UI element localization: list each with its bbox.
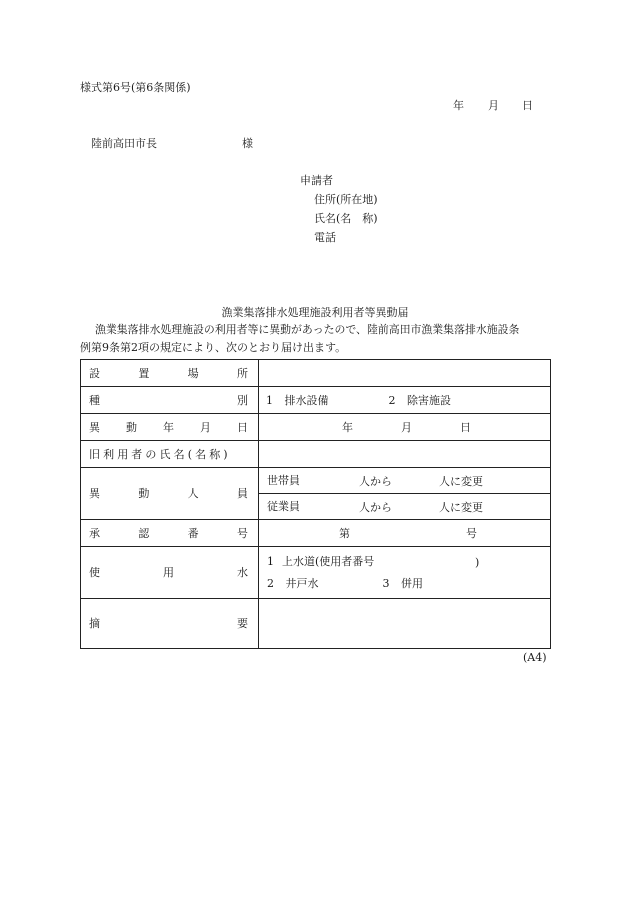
row-remarks <box>81 599 551 649</box>
water-options-2-3 <box>259 573 550 595</box>
label-change-people: 異 動 人 員 <box>81 468 259 520</box>
type-option-2[interactable]: 2 除害施設 <box>388 393 451 407</box>
notification-form-table <box>80 359 551 649</box>
row-type <box>81 387 551 414</box>
change-date-field[interactable] <box>259 414 551 441</box>
label-location: 設 置 場 所 <box>81 360 259 387</box>
employee-line[interactable]: 従業員 人から 人に変更 <box>259 493 550 519</box>
type-option-1[interactable]: 1 排水設備 <box>266 393 329 407</box>
label-change-date: 異 動 年 月 日 <box>81 414 259 441</box>
change-people-cell <box>259 468 551 520</box>
paper-size-note: (A4) <box>523 651 547 664</box>
approval-suffix: 号 <box>466 527 477 540</box>
label-type: 種 別 <box>81 387 259 414</box>
applicant-phone-label: 電話 <box>314 231 336 244</box>
label-water: 使 用 水 <box>81 547 259 599</box>
change-date-month: 月 <box>401 421 412 434</box>
row-change-date <box>81 414 551 441</box>
row-water <box>81 547 551 599</box>
household-line[interactable]: 世帯員 人から 人に変更 <box>267 474 483 488</box>
water-option-3[interactable]: 3 併用 <box>382 577 423 590</box>
change-date-year: 年 <box>342 421 353 434</box>
row-location <box>81 360 551 387</box>
type-options <box>259 387 551 414</box>
document-body-line1: 漁業集落排水処理施設の利用者等に異動があったので、陸前高田市漁業集落排水施設条 <box>95 323 520 336</box>
label-former-user: 旧利用者の氏名(名称) <box>81 441 259 468</box>
row-approval <box>81 520 551 547</box>
date-month-label: 月 <box>488 99 499 112</box>
applicant-address-label: 住所(所在地) <box>314 193 378 206</box>
label-remarks: 摘 要 <box>81 599 259 649</box>
label-approval: 承 認 番 号 <box>81 520 259 547</box>
water-option-2[interactable]: 2 井戸水 <box>267 577 319 590</box>
row-former-user <box>81 441 551 468</box>
date-day-label: 日 <box>522 99 533 112</box>
document-title: 漁業集落排水処理施設利用者等異動届 <box>221 306 409 319</box>
row-change-people <box>81 468 551 520</box>
document-body-line2: 例第9条第2項の規定により、次のとおり届け出ます。 <box>80 341 347 354</box>
form-number: 様式第6号(第6条関係) <box>80 81 191 94</box>
change-date-day: 日 <box>460 421 471 434</box>
addressee-name: 陸前高田市長 <box>91 137 157 150</box>
applicant-heading: 申請者 <box>300 174 333 187</box>
addressee-honorific: 様 <box>242 137 253 150</box>
date-year-label: 年 <box>453 99 464 112</box>
approval-number-field[interactable] <box>259 520 551 547</box>
water-option-1[interactable]: 1 上水道(使用者番号 ) <box>267 555 480 569</box>
approval-prefix: 第 <box>339 527 350 540</box>
remarks-field[interactable] <box>259 599 551 649</box>
former-user-field[interactable] <box>259 441 551 468</box>
water-options <box>259 547 551 599</box>
applicant-name-label: 氏名(名 称) <box>314 212 378 225</box>
location-field[interactable] <box>259 360 551 387</box>
